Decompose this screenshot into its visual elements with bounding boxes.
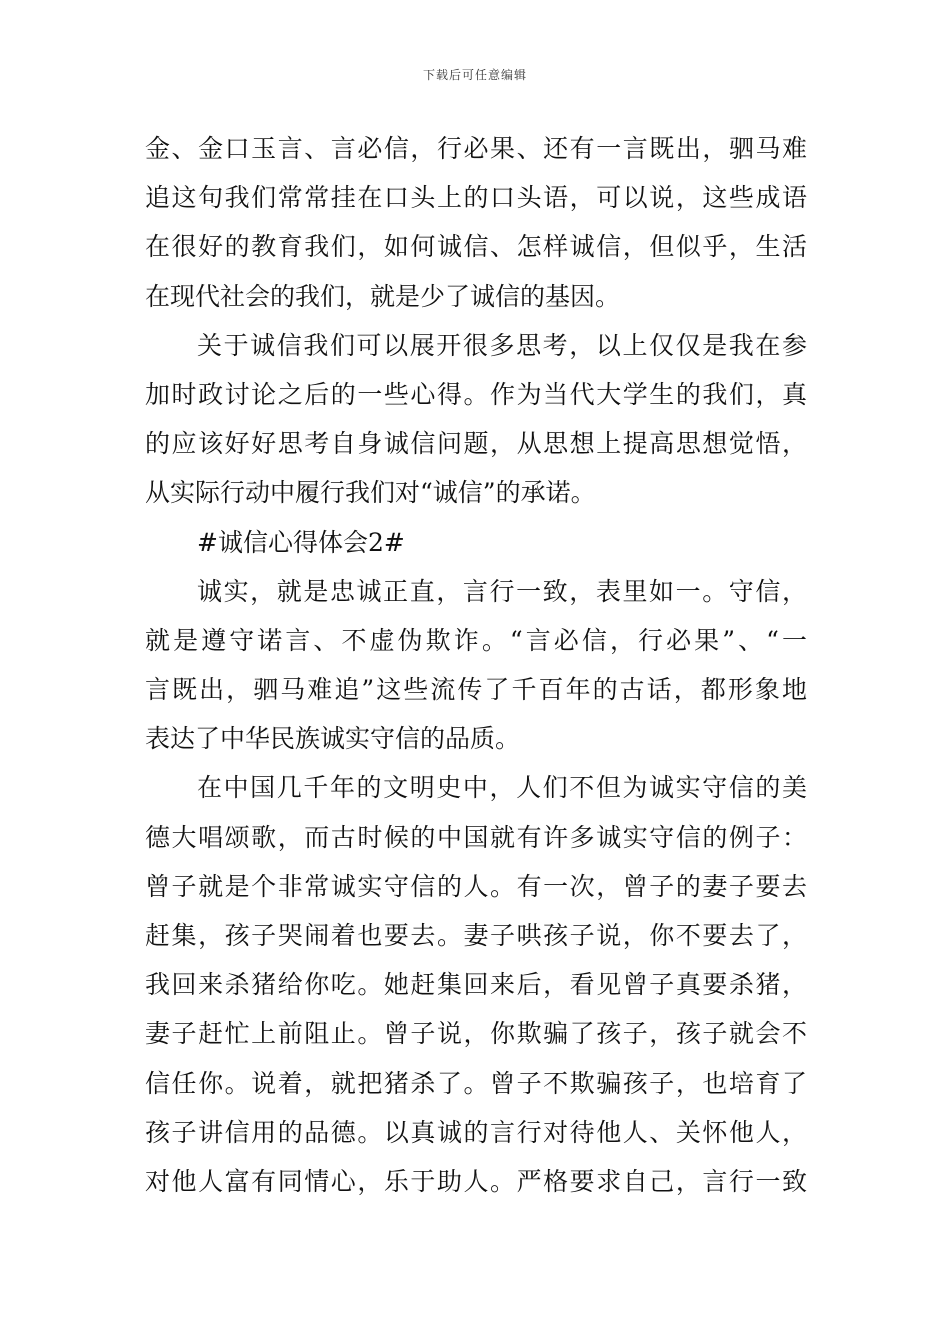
text-line: 的应该好好思考自身诚信问题，从思想上提高思想觉悟， bbox=[145, 429, 807, 459]
text-line: 在中国几千年的文明史中，人们不但为诚实守信的美 bbox=[197, 773, 807, 803]
text-line: 孩子讲信用的品德。以真诚的言行对待他人、关怀他人， bbox=[145, 1117, 807, 1147]
text-line: 言既出，驷马难追”这些流传了千百年的古话，都形象地 bbox=[145, 675, 807, 705]
text-line: 关于诚信我们可以展开很多思考，以上仅仅是我在参 bbox=[197, 330, 807, 360]
text-line: 曾子就是个非常诚实守信的人。有一次，曾子的妻子要去 bbox=[145, 871, 807, 901]
text-line: 在现代社会的我们，就是少了诚信的基因。 bbox=[145, 281, 621, 311]
text-line: 在很好的教育我们，如何诚信、怎样诚信，但似乎，生活 bbox=[145, 232, 807, 262]
text-line: 我回来杀猪给你吃。她赶集回来后，看见曾子真要杀猪， bbox=[145, 970, 807, 1000]
text-line: 德大唱颂歌，而古时候的中国就有许多诚实守信的例子： bbox=[145, 822, 807, 852]
text-line: 赶集，孩子哭闹着也要去。妻子哄孩子说，你不要去了， bbox=[145, 921, 807, 950]
page-header: 下载后可任意编辑 bbox=[422, 68, 527, 82]
text-line: 就是遵守诺言、不虚伪欺诈。“言必信，行必果”、“一 bbox=[145, 625, 807, 655]
text-line: 诚实，就是忠诚正直，言行一致，表里如一。守信， bbox=[197, 576, 807, 606]
text-line: 追这句我们常常挂在口头上的口头语，可以说，这些成语 bbox=[145, 183, 807, 213]
text-line: 金、金口玉言、言必信，行必果、还有一言既出，驷马难 bbox=[145, 134, 807, 163]
text-line: 加时政讨论之后的一些心得。作为当代大学生的我们，真 bbox=[145, 379, 807, 409]
document-body bbox=[145, 124, 807, 1206]
text-line: 从实际行动中履行我们对“诚信”的承诺。 bbox=[145, 478, 596, 508]
text-line: 对他人富有同情心，乐于助人。严格要求自己，言行一致 bbox=[145, 1166, 807, 1196]
text-line: 妻子赶忙上前阻止。曾子说，你欺骗了孩子，孩子就会不 bbox=[145, 1019, 807, 1049]
text-line: #诚信心得体会2# bbox=[197, 527, 405, 557]
text-line: 信任你。说着，就把猪杀了。曾子不欺骗孩子，也培育了 bbox=[145, 1068, 807, 1098]
text-line: 表达了中华民族诚实守信的品质。 bbox=[145, 724, 521, 754]
